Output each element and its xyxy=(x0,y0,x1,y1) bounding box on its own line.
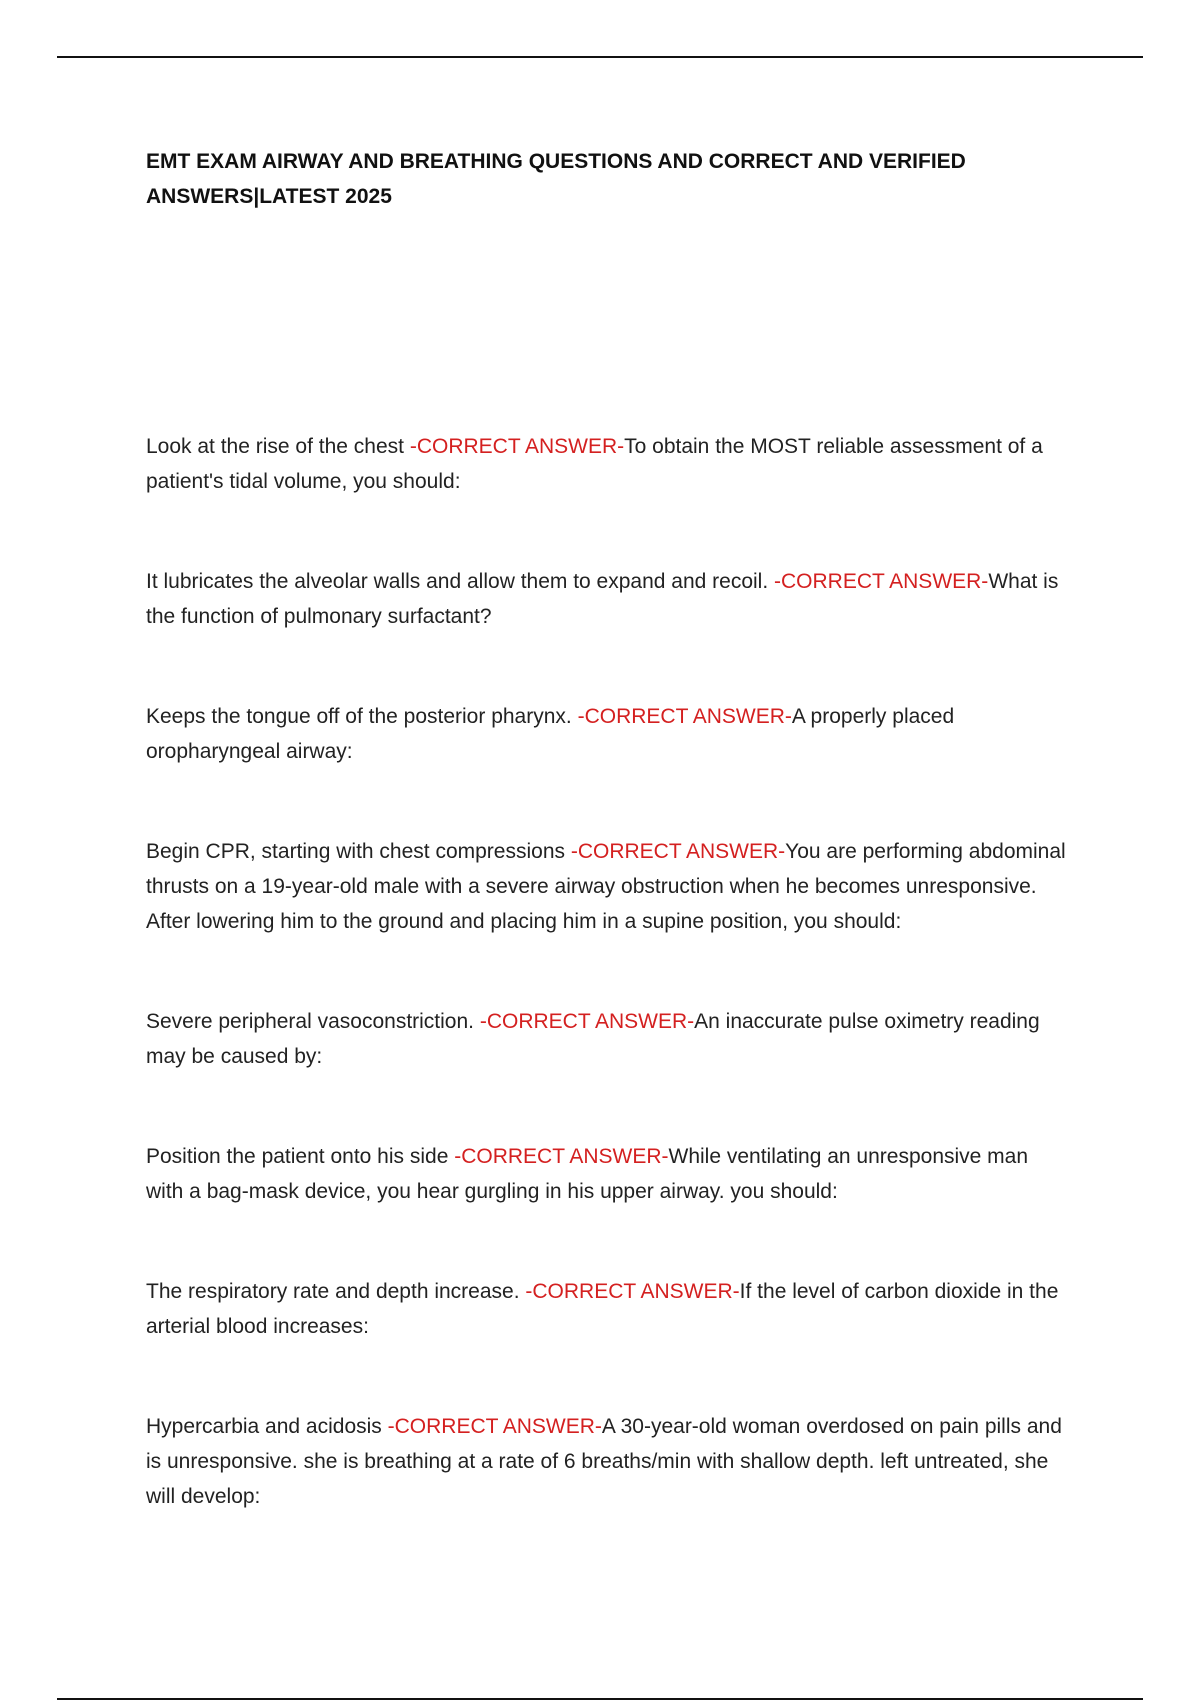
correct-answer-marker: -CORRECT ANSWER- xyxy=(387,1415,602,1438)
qa-list xyxy=(146,429,1066,1514)
correct-answer-marker: -CORRECT ANSWER- xyxy=(525,1280,740,1303)
answer-text: Hypercarbia and acidosis xyxy=(146,1415,388,1438)
correct-answer-marker: -CORRECT ANSWER- xyxy=(577,705,792,728)
question-text: An inaccurate pulse oximetry reading may be caused by: xyxy=(146,1010,1040,1068)
answer-text: Position the patient onto his side xyxy=(146,1145,455,1168)
correct-answer-marker: -CORRECT ANSWER- xyxy=(570,840,786,863)
question-text: What is the function of pulmonary surfactant? xyxy=(146,570,1059,628)
qa-item xyxy=(146,429,1066,499)
answer-text: It lubricates the alveolar walls and allow them to expand and recoil. xyxy=(146,570,775,593)
question-text: To obtain the MOST reliable assessment of a patient's tidal volume, you should: xyxy=(146,435,1043,493)
answer-text: Begin CPR, starting with chest compressions xyxy=(146,840,571,863)
qa-item xyxy=(146,564,1066,634)
question-text: A properly placed oropharyngeal airway: xyxy=(146,705,955,763)
correct-answer-marker: -CORRECT ANSWER- xyxy=(454,1145,669,1168)
correct-answer-marker: -CORRECT ANSWER- xyxy=(409,435,625,458)
answer-text: Look at the rise of the chest xyxy=(146,435,410,458)
question-text: You are performing abdominal thrusts on a 19-year-old male with a severe airway obstruction when he becomes unresponsive. After lowering him to the ground and placing him in a supine position, you should: xyxy=(146,840,1066,933)
qa-item xyxy=(146,1274,1066,1344)
answer-text: Severe peripheral vasoconstriction. xyxy=(146,1010,480,1033)
qa-item xyxy=(146,1409,1066,1514)
answer-text: The respiratory rate and depth increase. xyxy=(146,1280,526,1303)
document-title: EMT EXAM AIRWAY AND BREATHING QUESTIONS AND CORRECT AND VERIFIED ANSWERS|LATEST 2025 xyxy=(146,150,966,208)
correct-answer-marker: -CORRECT ANSWER- xyxy=(774,570,989,593)
qa-item xyxy=(146,1004,1066,1074)
question-text: If the level of carbon dioxide in the arterial blood increases: xyxy=(146,1280,1059,1338)
answer-text: Keeps the tongue off of the posterior pharynx. xyxy=(146,705,578,728)
question-text: A 30-year-old woman overdosed on pain pills and is unresponsive. she is breathing at a rate of 6 breaths/min with shallow depth. left untreated, she will develop: xyxy=(146,1415,1062,1508)
correct-answer-marker: -CORRECT ANSWER- xyxy=(479,1010,695,1033)
qa-item xyxy=(146,834,1066,939)
question-text: While ventilating an unresponsive man with a bag-mask device, you hear gurgling in his upper airway. you should: xyxy=(146,1145,1029,1203)
qa-item xyxy=(146,699,1066,769)
qa-item xyxy=(146,1139,1066,1209)
top-divider xyxy=(57,56,1143,58)
